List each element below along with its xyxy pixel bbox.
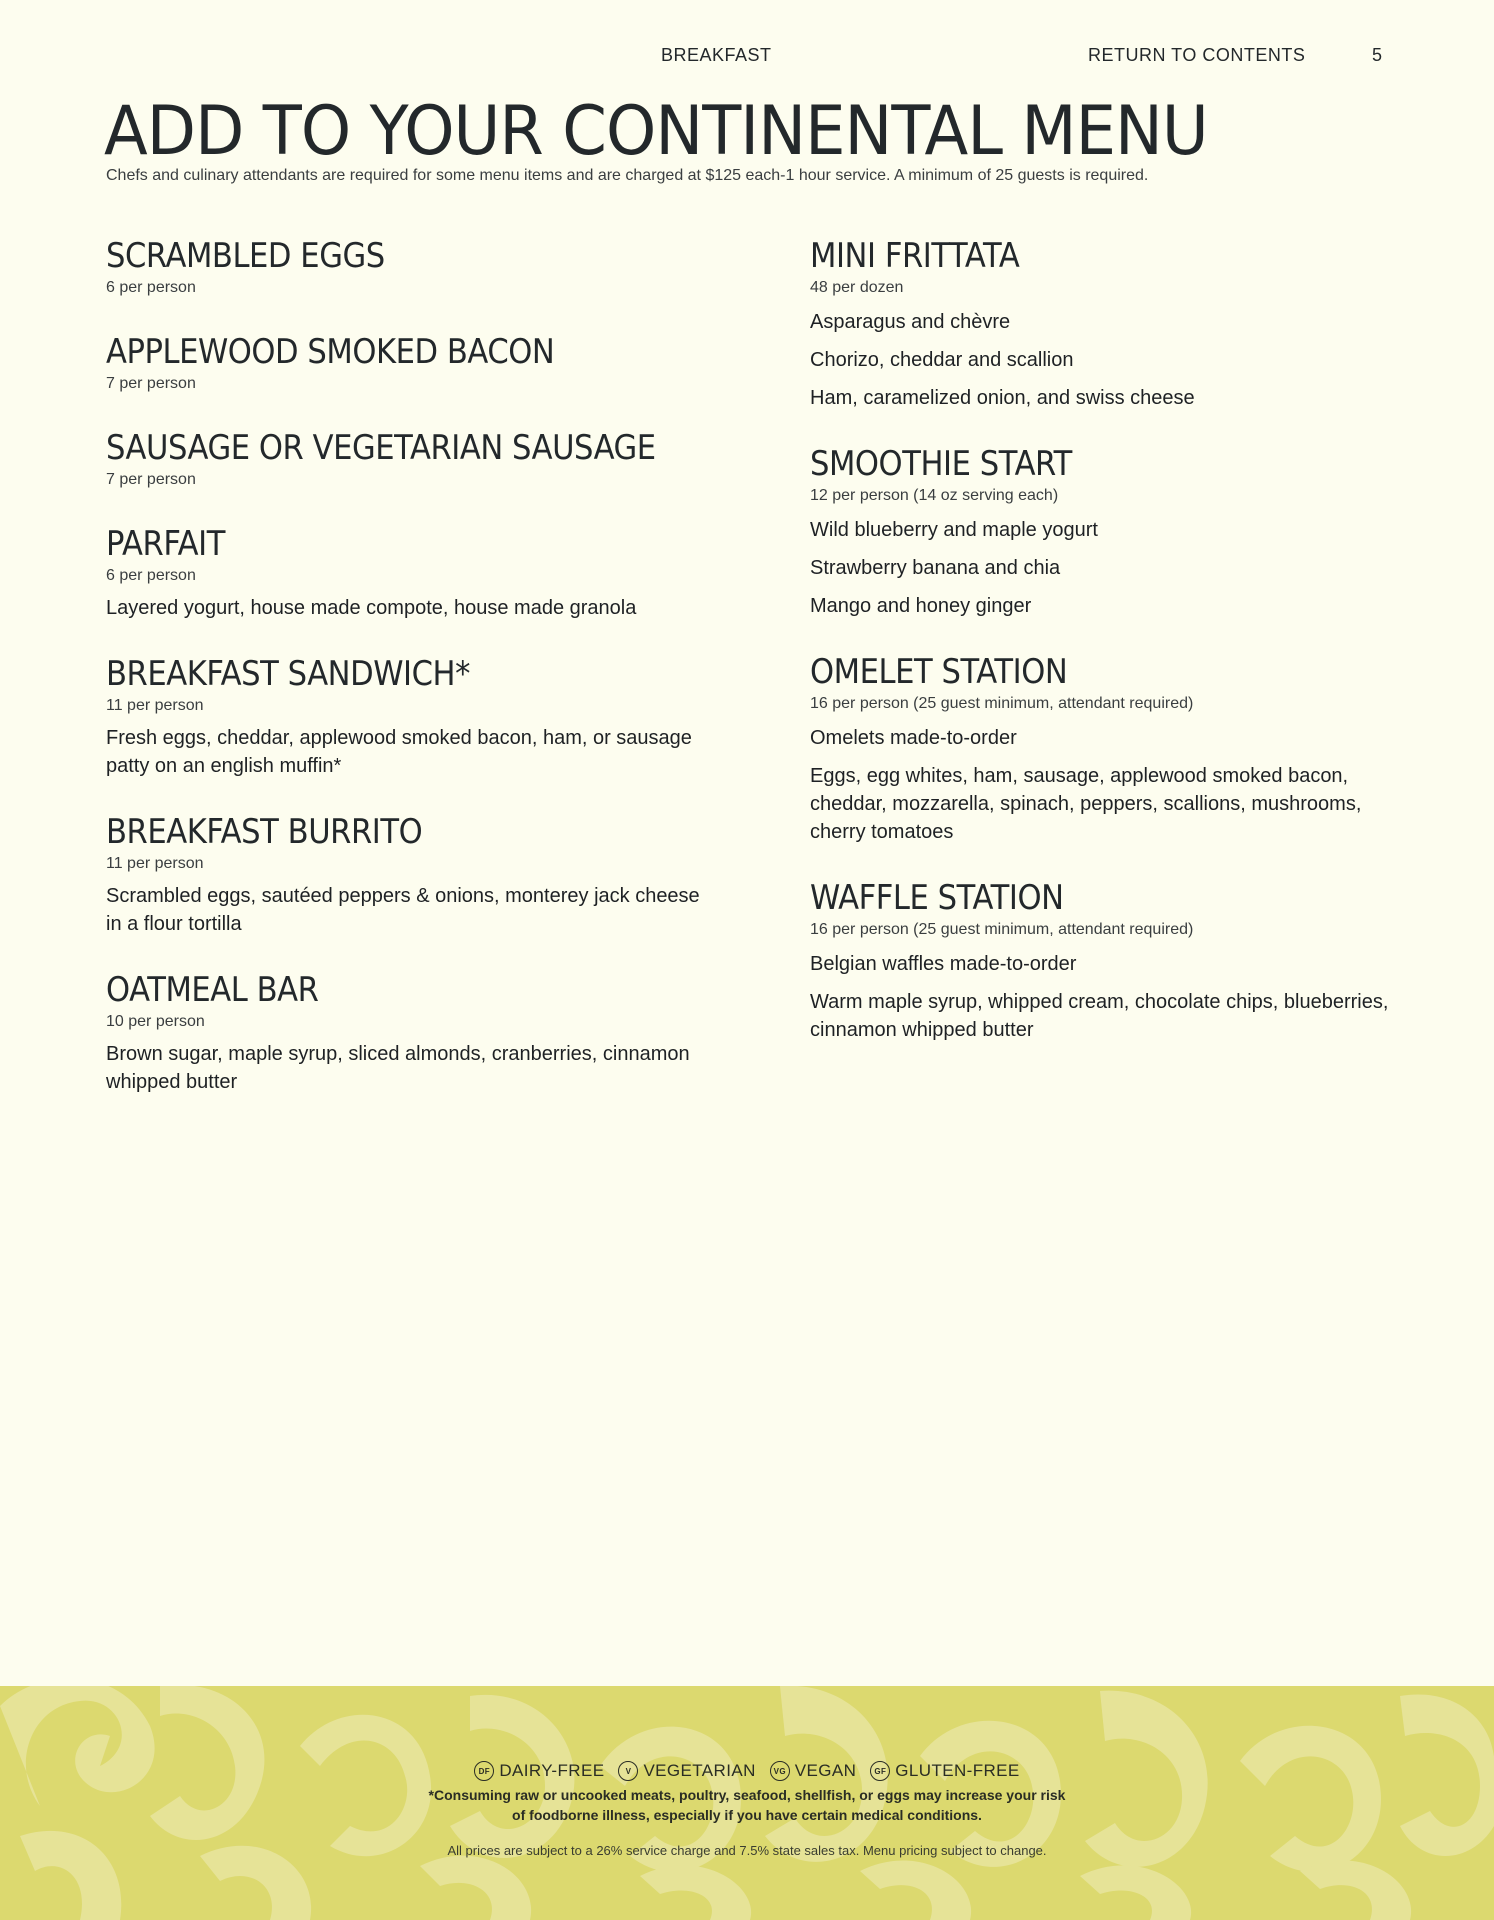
menu-item-price: 10 per person: [106, 1013, 205, 1030]
page-subtitle: Chefs and culinary attendants are required for some menu items and are charged at $125 each-1 hour service. A minimum of 25 guests is required.: [106, 167, 1149, 184]
menu-item-name: BREAKFAST BURRITO: [106, 812, 423, 852]
menu-item-description: Fresh eggs, cheddar, applewood smoked bacon, ham, or sausage patty on an english muffin*: [106, 727, 692, 777]
legend-label: VEGETARIAN: [643, 1761, 756, 1780]
menu-item-name: SAUSAGE OR VEGETARIAN SAUSAGE: [106, 428, 656, 468]
menu-item-omelet-station: [810, 652, 1410, 846]
menu-item-description: Scrambled eggs, sautéed peppers & onions, monterey jack cheese in a flour tortilla: [106, 885, 700, 935]
menu-item-option: Warm maple syrup, whipped cream, chocolate chips, blueberries, cinnamon whipped butter: [810, 991, 1389, 1041]
menu-item-price: 6 per person: [106, 279, 196, 296]
menu-item-price: 16 per person (25 guest minimum, attendant required): [810, 695, 1194, 712]
menu-item-price: 11 per person: [106, 855, 204, 872]
menu-item-oatmeal-bar: [106, 970, 706, 1096]
legend-label: DAIRY-FREE: [499, 1761, 605, 1780]
menu-item-name: PARFAIT: [106, 524, 225, 564]
pricing-disclaimer: All prices are subject to a 26% service charge and 7.5% state sales tax. Menu pricing subject to change.: [447, 1843, 1047, 1858]
left-menu-column: [106, 236, 706, 1128]
menu-item-breakfast-burrito: [106, 812, 706, 938]
menu-item-option: Asparagus and chèvre: [810, 311, 1011, 333]
menu-item-price: 7 per person: [106, 471, 196, 488]
vegan-icon: VG: [770, 1761, 790, 1781]
menu-item-waffle-station: [810, 878, 1410, 1044]
dietary-legend: [0, 1761, 1494, 1781]
menu-item-smoothie-start: [810, 444, 1410, 620]
menu-item-option: Omelets made-to-order: [810, 727, 1017, 749]
return-to-contents-link[interactable]: RETURN TO CONTENTS: [1088, 45, 1306, 65]
warning-line: *Consuming raw or uncooked meats, poultry, seafood, shellfish, or eggs may increase your risk: [428, 1787, 1066, 1803]
menu-item-option: Belgian waffles made-to-order: [810, 953, 1077, 975]
menu-item-name: OMELET STATION: [810, 652, 1068, 692]
gluten-free-icon: GF: [870, 1761, 890, 1781]
menu-item-name: SCRAMBLED EGGS: [106, 236, 385, 276]
menu-item-price: 12 per person (14 oz serving each): [810, 487, 1059, 504]
menu-item-price: 48 per dozen: [810, 279, 904, 296]
menu-item-name: BREAKFAST SANDWICH*: [106, 654, 470, 694]
menu-item-option: Wild blueberry and maple yogurt: [810, 519, 1098, 541]
menu-item-name: APPLEWOOD SMOKED BACON: [106, 332, 555, 372]
menu-item-description: Brown sugar, maple syrup, sliced almonds, cranberries, cinnamon whipped butter: [106, 1043, 690, 1093]
menu-item-option: Mango and honey ginger: [810, 595, 1032, 617]
page-number: 5: [1372, 45, 1383, 65]
legend-vegetarian: [618, 1761, 755, 1781]
menu-item-mini-frittata: [810, 236, 1410, 412]
menu-item-breakfast-sandwich: [106, 654, 706, 780]
menu-item-name: OATMEAL BAR: [106, 970, 319, 1010]
menu-item-price: 7 per person: [106, 375, 196, 392]
menu-item-option: Ham, caramelized onion, and swiss cheese: [810, 387, 1195, 409]
dairy-free-icon: DF: [474, 1761, 494, 1781]
menu-item-name: SMOOTHIE START: [810, 444, 1072, 484]
menu-item-option: Strawberry banana and chia: [810, 557, 1061, 579]
legend-vegan: [770, 1761, 857, 1781]
right-menu-column: [810, 236, 1410, 1076]
menu-item-price: 11 per person: [106, 697, 204, 714]
legend-dairy-free: [474, 1761, 604, 1781]
legend-gluten-free: [870, 1761, 1019, 1781]
menu-item-name: MINI FRITTATA: [810, 236, 1020, 276]
menu-item-parfait: [106, 524, 706, 622]
menu-item-description: Layered yogurt, house made compote, house made granola: [106, 597, 637, 619]
food-safety-warning: [0, 1785, 1494, 1825]
section-label: BREAKFAST: [661, 45, 772, 65]
footer-content: [0, 1761, 1494, 1858]
legend-label: GLUTEN-FREE: [895, 1761, 1020, 1780]
menu-item-scrambled-eggs: [106, 236, 706, 298]
menu-item-option: Chorizo, cheddar and scallion: [810, 349, 1074, 371]
top-navigation: [0, 45, 1494, 69]
menu-item-option: Eggs, egg whites, ham, sausage, applewood smoked bacon, cheddar, mozzarella, spinach, peppers, scallions, mushrooms, cherry tomatoes: [810, 765, 1362, 843]
menu-item-applewood-smoked-bacon: [106, 332, 706, 394]
menu-item-price: 16 per person (25 guest minimum, attendant required): [810, 921, 1194, 938]
page-title: ADD TO YOUR CONTINENTAL MENU: [104, 92, 1208, 171]
footer-band: [0, 1686, 1494, 1920]
warning-line: of foodborne illness, especially if you have certain medical conditions.: [512, 1807, 982, 1823]
menu-item-name: WAFFLE STATION: [810, 878, 1064, 918]
vegetarian-icon: V: [618, 1761, 638, 1781]
menu-item-price: 6 per person: [106, 567, 196, 584]
legend-label: VEGAN: [794, 1761, 857, 1780]
menu-item-sausage: [106, 428, 706, 490]
